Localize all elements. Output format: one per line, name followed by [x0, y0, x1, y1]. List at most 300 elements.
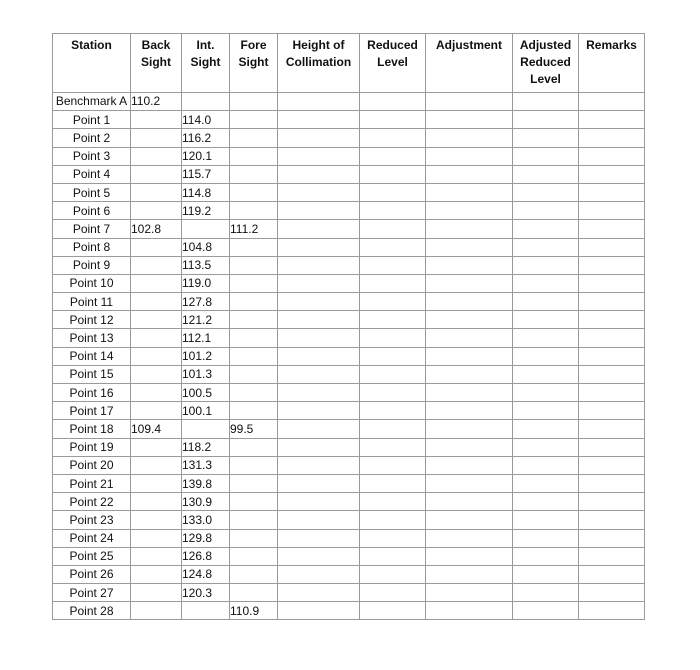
adjustment-cell: [426, 129, 513, 147]
table-row: [53, 111, 645, 129]
height-of-collimation-cell: [278, 547, 360, 565]
adjustment-cell: [426, 584, 513, 602]
adjustment-cell: [426, 293, 513, 311]
back-sight-cell: [131, 238, 182, 256]
table-row: [53, 256, 645, 274]
back-sight-cell: [131, 547, 182, 565]
back-sight-cell: [131, 584, 182, 602]
reduced-level-cell: [360, 274, 426, 292]
remarks-cell: [579, 129, 645, 147]
adjusted-reduced-level-cell: [513, 602, 579, 620]
station-cell: Point 11: [53, 293, 131, 311]
height-of-collimation-cell: [278, 111, 360, 129]
back-sight-cell: [131, 274, 182, 292]
adjusted-reduced-level-cell: [513, 329, 579, 347]
adjusted-reduced-level-cell: [513, 220, 579, 238]
back-sight-cell: 110.2: [131, 93, 182, 111]
station-cell: Point 4: [53, 165, 131, 183]
reduced-level-cell: [360, 584, 426, 602]
table-row: [53, 402, 645, 420]
reduced-level-cell: [360, 329, 426, 347]
table-row: [53, 565, 645, 583]
adjusted-reduced-level-cell: [513, 274, 579, 292]
adjusted-reduced-level-cell: [513, 202, 579, 220]
back-sight-cell: [131, 347, 182, 365]
table-row: [53, 129, 645, 147]
station-cell: Point 14: [53, 347, 131, 365]
height-of-collimation-cell: [278, 529, 360, 547]
int-sight-cell: 112.1: [182, 329, 230, 347]
remarks-cell: [579, 365, 645, 383]
table-row: [53, 602, 645, 620]
back-sight-cell: [131, 293, 182, 311]
int-sight-cell: 139.8: [182, 474, 230, 492]
adjustment-cell: [426, 474, 513, 492]
adjustment-cell: [426, 365, 513, 383]
fore-sight-cell: [230, 93, 278, 111]
station-cell: Point 16: [53, 384, 131, 402]
table-row: [53, 183, 645, 201]
header-height-of-collimation: Height of Collimation: [278, 34, 360, 93]
table-row: [53, 274, 645, 292]
fore-sight-cell: [230, 584, 278, 602]
adjustment-cell: [426, 420, 513, 438]
adjusted-reduced-level-cell: [513, 165, 579, 183]
remarks-cell: [579, 602, 645, 620]
reduced-level-cell: [360, 365, 426, 383]
adjusted-reduced-level-cell: [513, 183, 579, 201]
remarks-cell: [579, 93, 645, 111]
remarks-cell: [579, 529, 645, 547]
fore-sight-cell: [230, 256, 278, 274]
reduced-level-cell: [360, 256, 426, 274]
reduced-level-cell: [360, 565, 426, 583]
station-cell: Benchmark A: [53, 93, 131, 111]
back-sight-cell: [131, 602, 182, 620]
reduced-level-cell: [360, 384, 426, 402]
height-of-collimation-cell: [278, 293, 360, 311]
int-sight-cell: [182, 93, 230, 111]
station-cell: Point 5: [53, 183, 131, 201]
height-of-collimation-cell: [278, 565, 360, 583]
station-cell: Point 2: [53, 129, 131, 147]
table-row: [53, 165, 645, 183]
back-sight-cell: [131, 165, 182, 183]
fore-sight-cell: [230, 547, 278, 565]
fore-sight-cell: [230, 111, 278, 129]
adjustment-cell: [426, 165, 513, 183]
remarks-cell: [579, 202, 645, 220]
back-sight-cell: [131, 256, 182, 274]
station-cell: Point 18: [53, 420, 131, 438]
back-sight-cell: [131, 456, 182, 474]
int-sight-cell: 120.3: [182, 584, 230, 602]
adjustment-cell: [426, 602, 513, 620]
fore-sight-cell: 99.5: [230, 420, 278, 438]
height-of-collimation-cell: [278, 384, 360, 402]
height-of-collimation-cell: [278, 347, 360, 365]
int-sight-cell: 101.3: [182, 365, 230, 383]
station-cell: Point 25: [53, 547, 131, 565]
fore-sight-cell: [230, 347, 278, 365]
station-cell: Point 28: [53, 602, 131, 620]
back-sight-cell: [131, 183, 182, 201]
adjustment-cell: [426, 183, 513, 201]
station-cell: Point 23: [53, 511, 131, 529]
back-sight-cell: [131, 365, 182, 383]
reduced-level-cell: [360, 456, 426, 474]
adjusted-reduced-level-cell: [513, 511, 579, 529]
reduced-level-cell: [360, 293, 426, 311]
table-body: [53, 93, 645, 620]
table-row: [53, 365, 645, 383]
int-sight-cell: 121.2: [182, 311, 230, 329]
back-sight-cell: [131, 147, 182, 165]
station-cell: Point 7: [53, 220, 131, 238]
back-sight-cell: [131, 402, 182, 420]
adjustment-cell: [426, 274, 513, 292]
fore-sight-cell: [230, 238, 278, 256]
fore-sight-cell: [230, 183, 278, 201]
table-row: [53, 347, 645, 365]
adjusted-reduced-level-cell: [513, 384, 579, 402]
fore-sight-cell: 111.2: [230, 220, 278, 238]
height-of-collimation-cell: [278, 420, 360, 438]
back-sight-cell: [131, 311, 182, 329]
height-of-collimation-cell: [278, 238, 360, 256]
int-sight-cell: [182, 220, 230, 238]
back-sight-cell: [131, 474, 182, 492]
fore-sight-cell: [230, 438, 278, 456]
int-sight-cell: 114.8: [182, 183, 230, 201]
int-sight-cell: 118.2: [182, 438, 230, 456]
adjustment-cell: [426, 111, 513, 129]
reduced-level-cell: [360, 147, 426, 165]
height-of-collimation-cell: [278, 165, 360, 183]
back-sight-cell: [131, 129, 182, 147]
int-sight-cell: 115.7: [182, 165, 230, 183]
remarks-cell: [579, 565, 645, 583]
adjusted-reduced-level-cell: [513, 565, 579, 583]
int-sight-cell: 100.5: [182, 384, 230, 402]
station-cell: Point 24: [53, 529, 131, 547]
height-of-collimation-cell: [278, 329, 360, 347]
adjusted-reduced-level-cell: [513, 365, 579, 383]
height-of-collimation-cell: [278, 93, 360, 111]
adjusted-reduced-level-cell: [513, 474, 579, 492]
station-cell: Point 6: [53, 202, 131, 220]
reduced-level-cell: [360, 111, 426, 129]
table-row: [53, 456, 645, 474]
int-sight-cell: 104.8: [182, 238, 230, 256]
int-sight-cell: 119.2: [182, 202, 230, 220]
table-row: [53, 93, 645, 111]
fore-sight-cell: [230, 329, 278, 347]
table-row: [53, 329, 645, 347]
station-cell: Point 27: [53, 584, 131, 602]
station-cell: Point 12: [53, 311, 131, 329]
remarks-cell: [579, 165, 645, 183]
table-row: [53, 529, 645, 547]
int-sight-cell: [182, 602, 230, 620]
remarks-cell: [579, 547, 645, 565]
remarks-cell: [579, 311, 645, 329]
fore-sight-cell: [230, 474, 278, 492]
header-row: [53, 34, 645, 93]
fore-sight-cell: [230, 384, 278, 402]
height-of-collimation-cell: [278, 493, 360, 511]
fore-sight-cell: [230, 365, 278, 383]
adjustment-cell: [426, 402, 513, 420]
fore-sight-cell: [230, 456, 278, 474]
remarks-cell: [579, 493, 645, 511]
remarks-cell: [579, 238, 645, 256]
header-adjustment: Adjustment: [426, 34, 513, 93]
reduced-level-cell: [360, 493, 426, 511]
reduced-level-cell: [360, 220, 426, 238]
adjustment-cell: [426, 547, 513, 565]
remarks-cell: [579, 111, 645, 129]
reduced-level-cell: [360, 129, 426, 147]
adjustment-cell: [426, 311, 513, 329]
height-of-collimation-cell: [278, 474, 360, 492]
height-of-collimation-cell: [278, 129, 360, 147]
remarks-cell: [579, 456, 645, 474]
reduced-level-cell: [360, 93, 426, 111]
adjusted-reduced-level-cell: [513, 438, 579, 456]
remarks-cell: [579, 474, 645, 492]
station-cell: Point 10: [53, 274, 131, 292]
station-cell: Point 19: [53, 438, 131, 456]
back-sight-cell: [131, 529, 182, 547]
remarks-cell: [579, 584, 645, 602]
adjusted-reduced-level-cell: [513, 256, 579, 274]
reduced-level-cell: [360, 165, 426, 183]
station-cell: Point 15: [53, 365, 131, 383]
table-row: [53, 420, 645, 438]
remarks-cell: [579, 347, 645, 365]
height-of-collimation-cell: [278, 602, 360, 620]
int-sight-cell: 100.1: [182, 402, 230, 420]
height-of-collimation-cell: [278, 256, 360, 274]
reduced-level-cell: [360, 311, 426, 329]
adjustment-cell: [426, 202, 513, 220]
table-row: [53, 511, 645, 529]
table-row: [53, 438, 645, 456]
height-of-collimation-cell: [278, 202, 360, 220]
fore-sight-cell: [230, 293, 278, 311]
table-row: [53, 238, 645, 256]
adjustment-cell: [426, 147, 513, 165]
back-sight-cell: [131, 438, 182, 456]
back-sight-cell: [131, 111, 182, 129]
adjusted-reduced-level-cell: [513, 129, 579, 147]
adjusted-reduced-level-cell: [513, 402, 579, 420]
remarks-cell: [579, 274, 645, 292]
station-cell: Point 26: [53, 565, 131, 583]
adjusted-reduced-level-cell: [513, 111, 579, 129]
reduced-level-cell: [360, 438, 426, 456]
table-row: [53, 547, 645, 565]
remarks-cell: [579, 147, 645, 165]
back-sight-cell: [131, 202, 182, 220]
int-sight-cell: 133.0: [182, 511, 230, 529]
back-sight-cell: [131, 384, 182, 402]
remarks-cell: [579, 329, 645, 347]
fore-sight-cell: [230, 529, 278, 547]
adjustment-cell: [426, 256, 513, 274]
adjustment-cell: [426, 565, 513, 583]
header-fore-sight: Fore Sight: [230, 34, 278, 93]
height-of-collimation-cell: [278, 183, 360, 201]
int-sight-cell: 129.8: [182, 529, 230, 547]
header-adjusted-reduced-level: Adjusted Reduced Level: [513, 34, 579, 93]
adjusted-reduced-level-cell: [513, 420, 579, 438]
int-sight-cell: 116.2: [182, 129, 230, 147]
remarks-cell: [579, 256, 645, 274]
int-sight-cell: 120.1: [182, 147, 230, 165]
height-of-collimation-cell: [278, 274, 360, 292]
adjustment-cell: [426, 384, 513, 402]
fore-sight-cell: [230, 493, 278, 511]
back-sight-cell: [131, 493, 182, 511]
adjusted-reduced-level-cell: [513, 584, 579, 602]
station-cell: Point 20: [53, 456, 131, 474]
reduced-level-cell: [360, 420, 426, 438]
height-of-collimation-cell: [278, 402, 360, 420]
header-station: Station: [53, 34, 131, 93]
table-row: [53, 311, 645, 329]
station-cell: Point 21: [53, 474, 131, 492]
height-of-collimation-cell: [278, 365, 360, 383]
int-sight-cell: 127.8: [182, 293, 230, 311]
adjusted-reduced-level-cell: [513, 147, 579, 165]
reduced-level-cell: [360, 347, 426, 365]
reduced-level-cell: [360, 238, 426, 256]
station-cell: Point 17: [53, 402, 131, 420]
header-back-sight: Back Sight: [131, 34, 182, 93]
fore-sight-cell: [230, 274, 278, 292]
station-cell: Point 8: [53, 238, 131, 256]
back-sight-cell: [131, 329, 182, 347]
height-of-collimation-cell: [278, 311, 360, 329]
adjustment-cell: [426, 529, 513, 547]
adjustment-cell: [426, 438, 513, 456]
table-row: [53, 474, 645, 492]
adjusted-reduced-level-cell: [513, 93, 579, 111]
remarks-cell: [579, 402, 645, 420]
int-sight-cell: 124.8: [182, 565, 230, 583]
int-sight-cell: 130.9: [182, 493, 230, 511]
remarks-cell: [579, 438, 645, 456]
fore-sight-cell: [230, 129, 278, 147]
adjusted-reduced-level-cell: [513, 547, 579, 565]
reduced-level-cell: [360, 511, 426, 529]
adjusted-reduced-level-cell: [513, 311, 579, 329]
remarks-cell: [579, 183, 645, 201]
table-row: [53, 293, 645, 311]
adjusted-reduced-level-cell: [513, 293, 579, 311]
reduced-level-cell: [360, 202, 426, 220]
fore-sight-cell: [230, 565, 278, 583]
station-cell: Point 13: [53, 329, 131, 347]
height-of-collimation-cell: [278, 511, 360, 529]
adjusted-reduced-level-cell: [513, 493, 579, 511]
adjustment-cell: [426, 347, 513, 365]
back-sight-cell: [131, 511, 182, 529]
int-sight-cell: 119.0: [182, 274, 230, 292]
remarks-cell: [579, 511, 645, 529]
adjusted-reduced-level-cell: [513, 529, 579, 547]
height-of-collimation-cell: [278, 456, 360, 474]
adjusted-reduced-level-cell: [513, 238, 579, 256]
header-reduced-level: Reduced Level: [360, 34, 426, 93]
adjustment-cell: [426, 329, 513, 347]
adjusted-reduced-level-cell: [513, 347, 579, 365]
height-of-collimation-cell: [278, 220, 360, 238]
table-row: [53, 202, 645, 220]
fore-sight-cell: 110.9: [230, 602, 278, 620]
table-row: [53, 584, 645, 602]
int-sight-cell: 113.5: [182, 256, 230, 274]
remarks-cell: [579, 293, 645, 311]
adjustment-cell: [426, 493, 513, 511]
back-sight-cell: 102.8: [131, 220, 182, 238]
remarks-cell: [579, 384, 645, 402]
back-sight-cell: [131, 565, 182, 583]
fore-sight-cell: [230, 402, 278, 420]
reduced-level-cell: [360, 547, 426, 565]
table-row: [53, 147, 645, 165]
adjustment-cell: [426, 93, 513, 111]
table-row: [53, 220, 645, 238]
reduced-level-cell: [360, 402, 426, 420]
fore-sight-cell: [230, 311, 278, 329]
level-book-table: [52, 33, 645, 620]
station-cell: Point 1: [53, 111, 131, 129]
header-remarks: Remarks: [579, 34, 645, 93]
height-of-collimation-cell: [278, 584, 360, 602]
back-sight-cell: 109.4: [131, 420, 182, 438]
int-sight-cell: 101.2: [182, 347, 230, 365]
station-cell: Point 22: [53, 493, 131, 511]
height-of-collimation-cell: [278, 438, 360, 456]
adjustment-cell: [426, 511, 513, 529]
adjustment-cell: [426, 456, 513, 474]
reduced-level-cell: [360, 529, 426, 547]
fore-sight-cell: [230, 147, 278, 165]
remarks-cell: [579, 420, 645, 438]
station-cell: Point 3: [53, 147, 131, 165]
remarks-cell: [579, 220, 645, 238]
table-row: [53, 493, 645, 511]
height-of-collimation-cell: [278, 147, 360, 165]
int-sight-cell: 114.0: [182, 111, 230, 129]
reduced-level-cell: [360, 602, 426, 620]
int-sight-cell: [182, 420, 230, 438]
header-int-sight: Int. Sight: [182, 34, 230, 93]
reduced-level-cell: [360, 183, 426, 201]
adjustment-cell: [426, 220, 513, 238]
adjusted-reduced-level-cell: [513, 456, 579, 474]
reduced-level-cell: [360, 474, 426, 492]
adjustment-cell: [426, 238, 513, 256]
fore-sight-cell: [230, 202, 278, 220]
station-cell: Point 9: [53, 256, 131, 274]
fore-sight-cell: [230, 165, 278, 183]
table-row: [53, 384, 645, 402]
int-sight-cell: 126.8: [182, 547, 230, 565]
